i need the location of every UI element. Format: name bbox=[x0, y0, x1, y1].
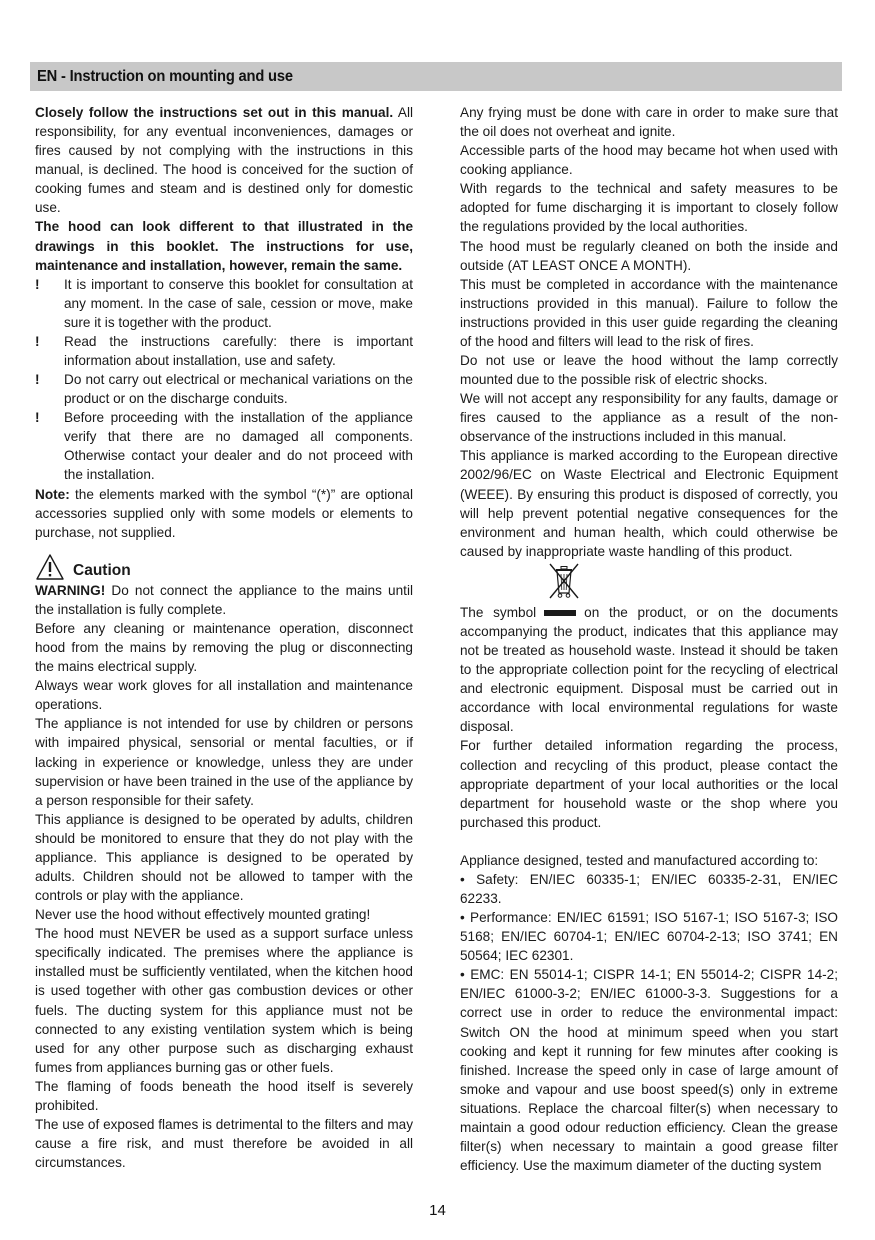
note-label: Note: bbox=[35, 486, 70, 502]
note-text: the elements marked with the symbol “(*)” are optional accessories supplied only with some models or elements to purchase, not supplied. bbox=[35, 486, 413, 540]
hood-different-paragraph bbox=[35, 217, 413, 274]
paragraph: Do not use or leave the hood without the lamp correctly mounted due to the possible risk of electric shocks. bbox=[460, 353, 838, 388]
exclamation-icon: ! bbox=[35, 410, 40, 426]
bullet-item bbox=[35, 332, 413, 370]
warning-paragraph bbox=[35, 581, 413, 619]
paragraph: Before any cleaning or maintenance operation, disconnect hood from the mains by removing the plug or disconnecting the mains electrical supply. bbox=[35, 620, 413, 675]
weee-symbol-row bbox=[460, 561, 838, 603]
exclamation-icon: ! bbox=[35, 333, 40, 349]
page-number: 14 bbox=[429, 1202, 446, 1219]
paragraph: The appliance is not intended for use by children or persons with impaired physical, sensorial or mental faculties, or if lacking in experience or knowledge, unless they are under supervision or have been trained in the use of the appliance by a person responsible for their safety. bbox=[35, 716, 413, 808]
black-bar-icon bbox=[544, 610, 576, 616]
bullet-text: It is important to conserve this booklet for consultation at any moment. In the case of sale, cession or move, make sure it is together with the product. bbox=[64, 276, 413, 330]
intro-paragraph bbox=[35, 103, 413, 217]
section-title: EN - Instruction on mounting and use bbox=[37, 68, 293, 85]
safety-standards: • Safety: EN/IEC 60335-1; EN/IEC 60335-2-31, EN/IEC 62233. bbox=[460, 871, 838, 906]
section-header bbox=[30, 62, 842, 91]
right-column bbox=[460, 103, 838, 1175]
note-paragraph bbox=[35, 485, 413, 542]
warning-label: WARNING! bbox=[35, 582, 106, 598]
paragraph: Never use the hood without effectively mounted grating! bbox=[35, 907, 371, 923]
exclamation-icon: ! bbox=[35, 372, 40, 388]
paragraph: With regards to the technical and safety measures to be adopted for fume discharging it is important to closely follow the regulations provided by the local authorities. bbox=[460, 181, 838, 235]
emc-standards: • EMC: EN 55014-1; CISPR 14-1; EN 55014-2; CISPR 14-2; EN/IEC 61000-3-2; EN/IEC 61000-3-3. Suggestions for a correct use in order to reduce the environmental impact: Switch ON the hood at minimum speed when you start cooking and kept it running for few minutes after cooking is finished. Increase the speed only in case of large amount of smoke and vapour and use boost speed(s) only in extreme situations. Replace the charcoal filter(s) when necessary to maintain a good odour reduction efficiency. Clean the grease filter(s) when necessary to maintain a good grease filter efficiency. Use the maximum diameter of the ducting system bbox=[460, 967, 838, 1174]
further-info-paragraph: For further detailed information regarding the process, collection and recycling of this product, please contact the appropriate department of your local authorities or the local department for household waste or the shop where you purchased this product. bbox=[460, 738, 838, 830]
paragraph: The flaming of foods beneath the hood itself is severely prohibited. bbox=[35, 1078, 413, 1113]
spacer bbox=[460, 832, 838, 851]
paragraph: This must be completed in accordance with the maintenance instructions provided in this manual). Failure to follow the instructions provided in this user guide regarding the cleaning of the hood and filters will lead to the risk of fires. bbox=[460, 276, 838, 349]
bullet-text: Before proceeding with the installation of the appliance verify that there are no damaged all components. Otherwise contact your dealer and do not proceed with the installation. bbox=[64, 410, 413, 483]
caution-heading bbox=[35, 551, 413, 581]
paragraph: Accessible parts of the hood may became hot when used with cooking appliance. bbox=[460, 143, 838, 178]
designed-paragraph: Appliance designed, tested and manufactured according to: bbox=[460, 852, 819, 868]
paragraph: The hood must be regularly cleaned on both the inside and outside (AT LEAST ONCE A MONTH). bbox=[460, 238, 838, 273]
paragraph: The hood must NEVER be used as a support surface unless specifically indicated. The premises where the appliance is installed must be sufficiently ventilated, when the kitchen hood is used together with other gas combustion devices or other fuels. The ducting system for this appliance must not be connected to any existing ventilation system which is being used for any other purpose such as discharging exhaust fumes from appliances burning gas or other fuels. bbox=[35, 926, 413, 1075]
symbol-text-post: on the product, or on the documents accompanying the product, indicates that this appliance may not be treated as household waste. Instead it should be taken to the appropriate collection point for the recycling of electrical and electronic equipment. Disposal must be carried out in accordance with local environmental regulations for waste disposal. bbox=[460, 604, 838, 735]
warning-triangle-icon bbox=[35, 553, 65, 581]
symbol-text-pre: The symbol bbox=[460, 604, 537, 620]
paragraph: We will not accept any responsibility for any faults, damage or fires caused to the appliance as a result of the non-observance of the instructions included in this manual. bbox=[460, 391, 838, 445]
paragraph: Any frying must be done with care in order to make sure that the oil does not overheat and ignite. bbox=[460, 105, 838, 140]
bullet-item bbox=[35, 408, 413, 484]
bullet-text: Do not carry out electrical or mechanical variations on the product or on the discharge conduits. bbox=[64, 372, 413, 407]
weee-paragraph: This appliance is marked according to the European directive 2002/96/EC on Waste Electrical and Electronic Equipment (WEEE). By ensuring this product is disposed of correctly, you will help prevent potential negative consequences for the environment and human health, which could otherwise be caused by inappropriate waste handling of this product. bbox=[460, 448, 838, 559]
bullet-item bbox=[35, 370, 413, 408]
paragraph: This appliance is designed to be operated by adults, children should be monitored to ensure that they do not play with the appliance. This appliance is designed to be operated by adults. Children should not be allowed to tamper with the controls or play with the appliance. bbox=[35, 811, 413, 904]
caution-title: Caution bbox=[73, 561, 131, 579]
warning-text: Do not connect the appliance to the mains until the installation is fully complete. bbox=[35, 582, 413, 617]
exclamation-icon: ! bbox=[35, 276, 40, 292]
crossed-bin-icon bbox=[545, 559, 583, 601]
intro-bold: Closely follow the instructions set out in this manual. bbox=[35, 105, 394, 120]
bullet-text: Read the instructions carefully: there is important information about installation, use and safety. bbox=[64, 333, 413, 369]
intro-text: All responsibility, for any eventual inconveniences, damages or fires caused by not complying with the instructions in this manual, is declined. The hood is conceived for the suction of cooking fumes and steam and is destined only for domestic use. bbox=[35, 105, 413, 216]
paragraph: Always wear work gloves for all installation and maintenance operations. bbox=[35, 678, 413, 713]
left-column bbox=[35, 103, 413, 1172]
bullet-item bbox=[35, 275, 413, 332]
symbol-paragraph bbox=[460, 603, 838, 737]
paragraph: The use of exposed flames is detrimental to the filters and may cause a fire risk, and must therefore be avoided in all circumstances. bbox=[35, 1116, 413, 1171]
hood-different-text: The hood can look different to that illustrated in the drawings in this booklet. The instructions for use, maintenance and installation, however, remain the same. bbox=[35, 219, 413, 273]
performance-standards: • Performance: EN/IEC 61591; ISO 5167-1; ISO 5167-3; ISO 5168; EN/IEC 60704-1; EN/IEC 60704-2-13; ISO 3741; EN 50564; IEC 62301. bbox=[460, 910, 838, 964]
